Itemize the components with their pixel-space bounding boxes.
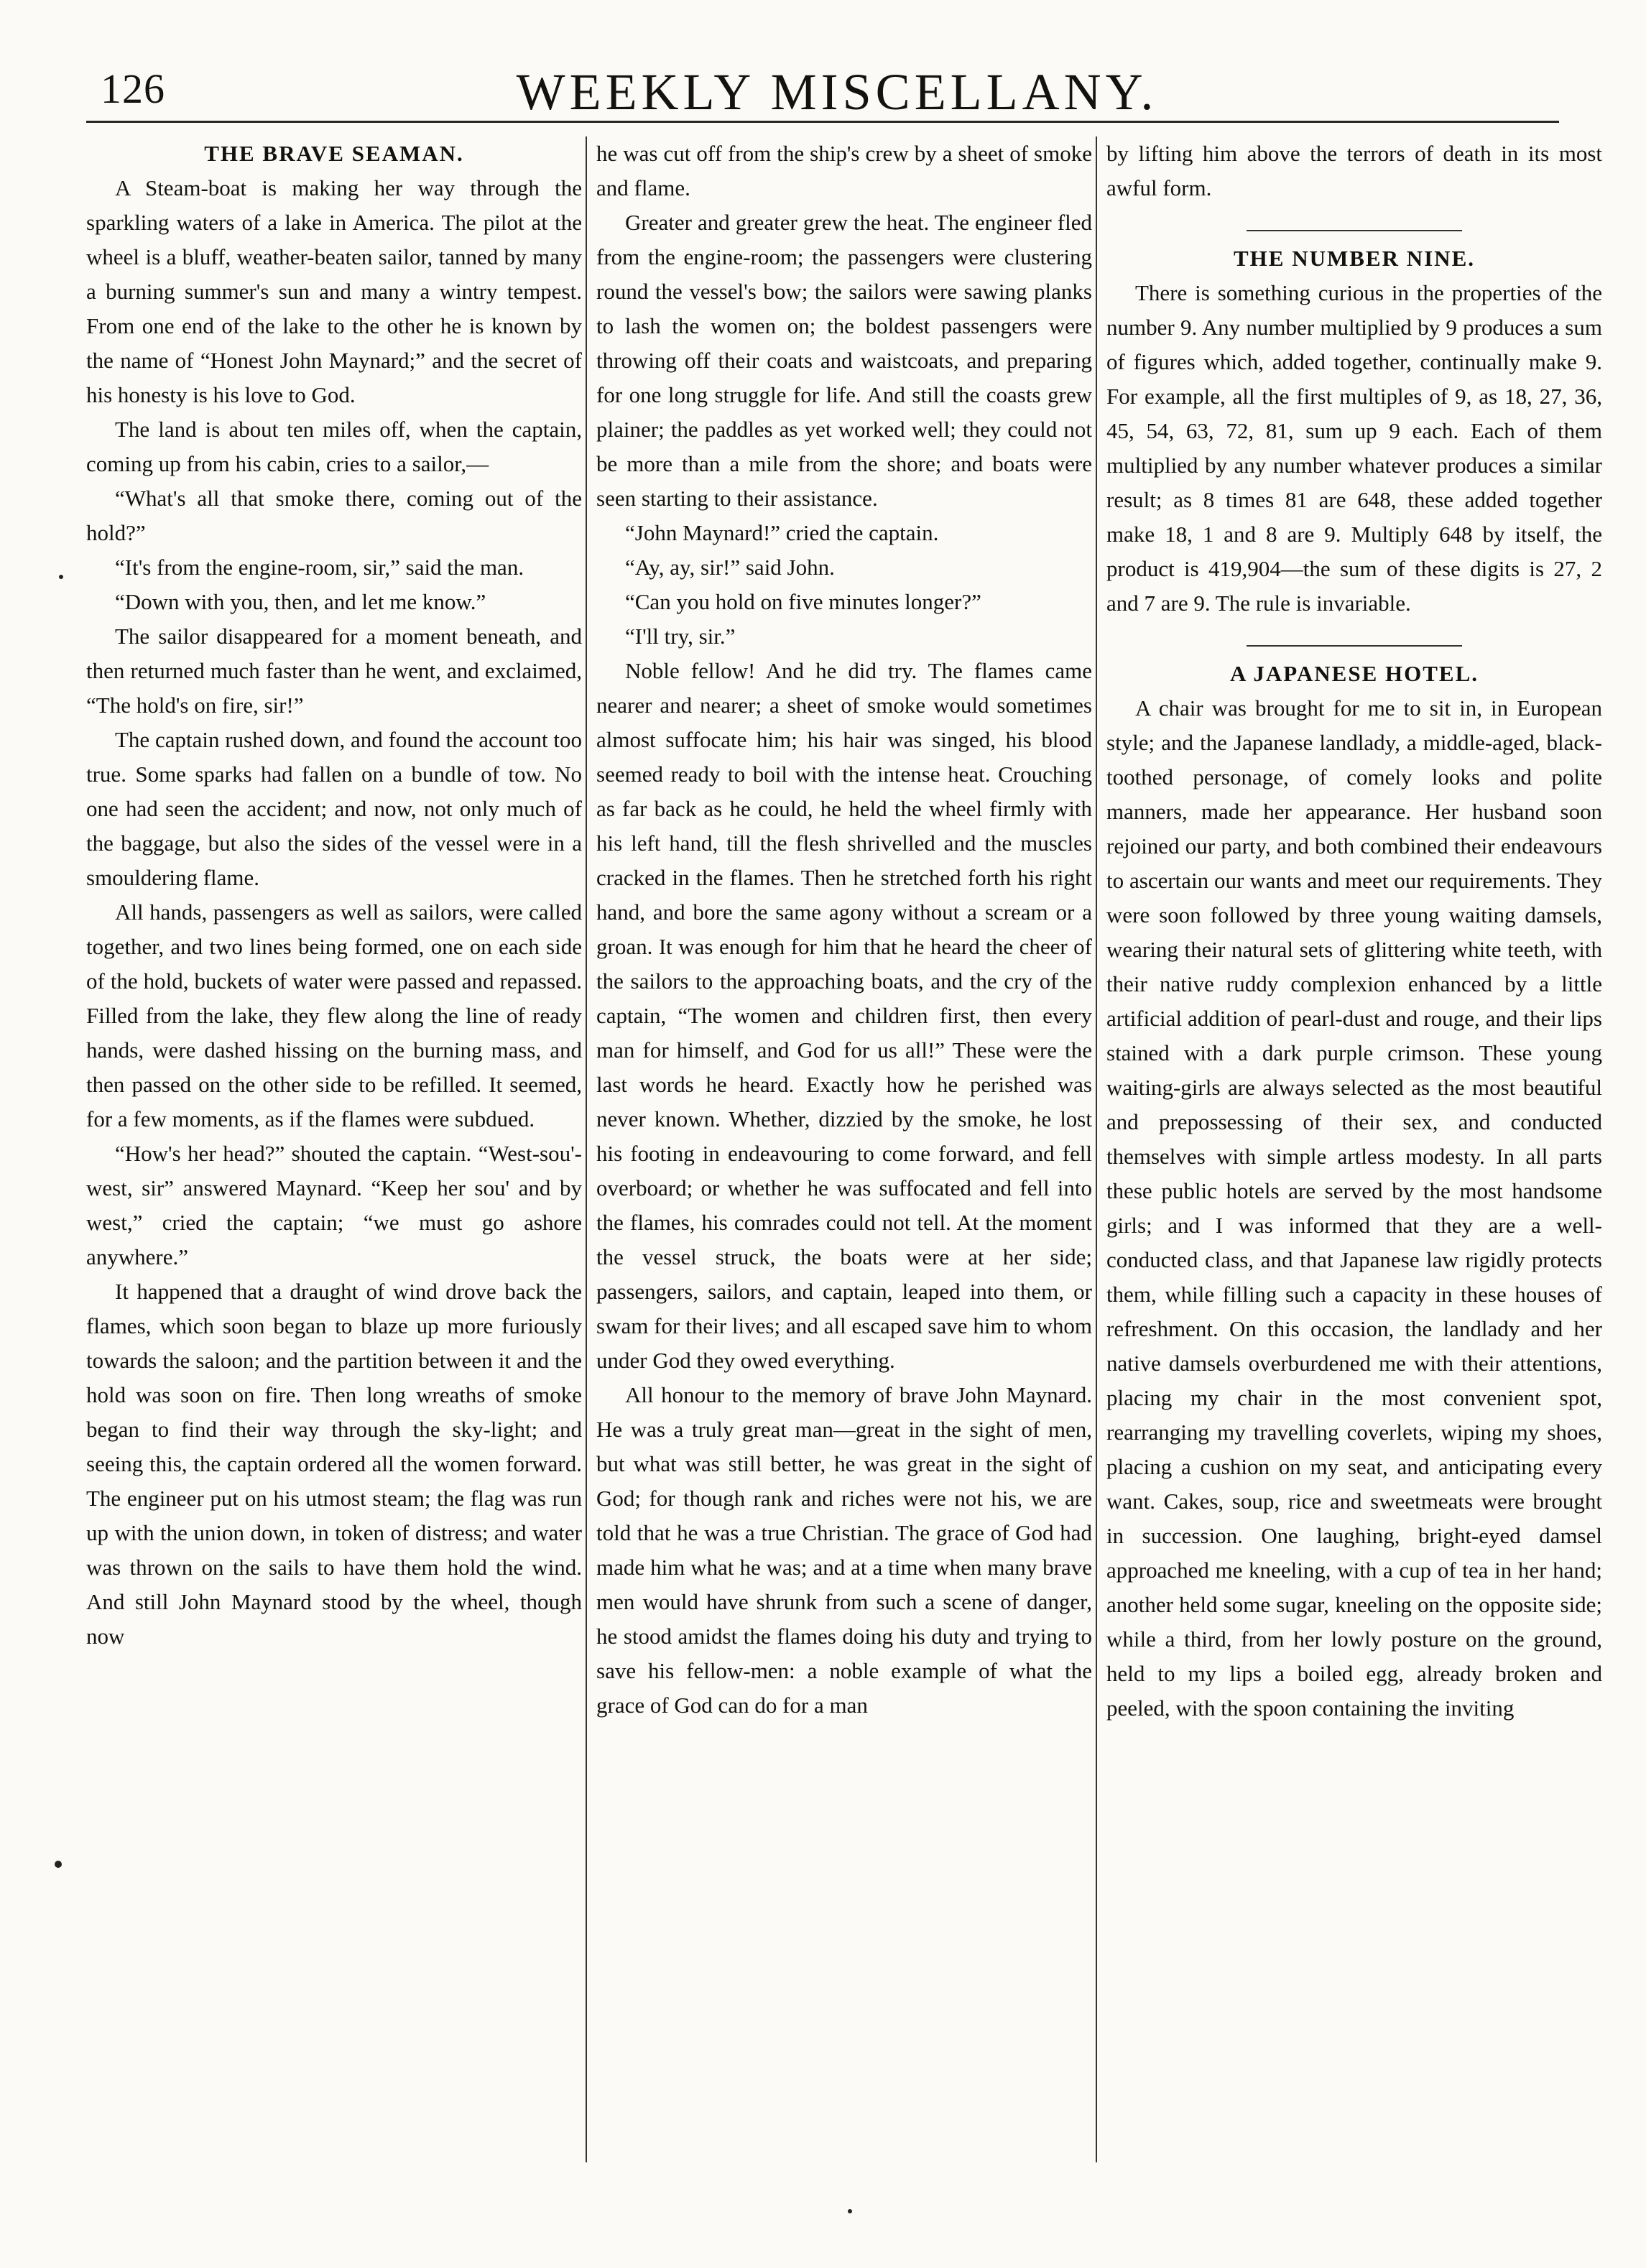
paragraph: “I'll try, sir.” xyxy=(625,624,736,649)
paragraph: “It's from the engine-room, sir,” said the man. xyxy=(115,555,524,580)
paragraph: “What's all that smoke there, coming out of the hold?” xyxy=(86,486,582,545)
page-number: 126 xyxy=(101,65,165,112)
paragraph: Noble fellow! And he did try. The flames came nearer and nearer; a sheet of smoke would sometimes almost suffocate him; his hair was singed, his blood seemed ready to boil with the intense heat. Crouching as far back as he could, he held the wheel firmly with his left hand, till the flesh shrivelled and the muscles cracked in the flames. Then he stretched forth his right hand, and bore the same agony without a scream or a groan. It was enough for him that he heard the cheer of the sailors to the approaching boats, and the cry of the captain, “The women and children first, then every man for himself, and God for us all!” These were the last words he heard. Exactly how he perished was never known. Whether, dizzied by the smoke, he lost his footing in endeavouring to come forward, and fell overboard; or whether he was suffocated and fell into the flames, his comrades could not tell. At the moment the vessel struck, the boats were at her side; passengers, sailors, and captain, leaped into them, or swam for their lives; and all escaped save him to whom under God they owed everything. xyxy=(596,658,1092,1373)
journal-title: WEEKLY MISCELLANY. xyxy=(516,63,1158,121)
column-3 xyxy=(1106,136,1602,2148)
paragraph: by lifting him above the terrors of death in its most awful form. xyxy=(1106,141,1602,200)
column-2 xyxy=(596,136,1092,2148)
paragraph: All honour to the memory of brave John Maynard. He was a truly great man—great in the sight of men, but what was still better, he was great in the sight of God; for though rank and riches were not his, we are told that he was a true Christian. The grace of God had made him what he was; and at a time when many brave men would have shrunk from such a scene of danger, he stood amidst the flames doing his duty and trying to save his fellow-men: a noble example of what the grace of God can do for a man xyxy=(596,1382,1092,1718)
print-speck xyxy=(59,575,63,579)
masthead-rule xyxy=(86,121,1559,123)
print-speck xyxy=(848,2209,852,2213)
column-1 xyxy=(86,136,582,2148)
paragraph: A chair was brought for me to sit in, in European style; and the Japanese landlady, a middle-aged, black-toothed personage, of comely looks and polite manners, made her appearance. Her husband soon rejoined our party, and both combined their endeavours to ascertain our wants and meet our requirements. They were soon followed by three young waiting damsels, wearing their natural sets of glittering white teeth, with their native ruddy complexion enhanced by a little artificial addition of pearl-dust and rouge, and their lips stained with a dark purple crimson. These young waiting-girls are always selected as the most beautiful and prepossessing of their sex, and conducted themselves with simple artless modesty. In all parts these public hotels are served by the most handsome girls; and I was informed that they are a well-conducted class, and that Japanese law rigidly protects them, while filling such a capacity in these houses of refreshment. On this occasion, the landlady and her native damsels overburdened me with their attentions, placing my chair in the most convenient spot, rearranging my travelling coverlets, wiping my shoes, placing a cushion on my seat, and anticipating every want. Cakes, soup, rice and sweetmeats were brought in succession. One laughing, bright-eyed damsel approached me kneeling, with a cup of tea in her hand; another held some sugar, kneeling on the opposite side; while a third, from her lowly posture on the ground, held to my lips a boiled egg, already broken and peeled, with the spoon containing the inviting xyxy=(1106,695,1602,1721)
paragraph: The sailor disappeared for a moment beneath, and then returned much faster than he went, and exclaimed, “The hold's on fire, sir!” xyxy=(86,624,582,718)
paragraph: “Can you hold on five minutes longer?” xyxy=(625,589,981,614)
paragraph: There is something curious in the properties of the number 9. Any number multiplied by 9 produces a sum of figures which, added together, continually make 9. For example, all the first multiples of 9, as 18, 27, 36, 45, 54, 63, 72, 81, sum up 9 each. Each of them multiplied by any number whatever produces a similar result; as 8 times 81 are 648, these added together make 18, 1 and 8 are 9. Multiply 648 by itself, the product is 419,904—the sum of these digits is 27, 2 and 7 are 9. The rule is invariable. xyxy=(1106,280,1602,616)
article-heading-brave-seaman: THE BRAVE SEAMAN. xyxy=(204,141,464,166)
masthead xyxy=(86,63,1559,138)
article-heading-japanese-hotel: A JAPANESE HOTEL. xyxy=(1229,661,1479,686)
paragraph: It happened that a draught of wind drove back the flames, which soon began to blaze up more furiously towards the saloon; and the partition between it and the hold was soon on fire. Then long wreaths of smoke began to find their way through the sky-light; and seeing this, the captain ordered all the women forward. The engineer put on his utmost steam; the flag was run up with the union down, in token of distress; and water was thrown on the sails to have them hold the wind. And still John Maynard stood by the wheel, though now xyxy=(86,1279,582,1649)
paragraph: “Ay, ay, sir!” said John. xyxy=(625,555,835,580)
print-speck xyxy=(55,1861,62,1868)
column-divider xyxy=(1096,136,1097,2162)
section-divider xyxy=(1247,230,1462,231)
paragraph: he was cut off from the ship's crew by a sheet of smoke and flame. xyxy=(596,141,1092,200)
paragraph: The land is about ten miles off, when the captain, coming up from his cabin, cries to a sailor,— xyxy=(86,417,582,476)
paragraph: “Down with you, then, and let me know.” xyxy=(115,589,486,614)
article-heading-number-nine: THE NUMBER NINE. xyxy=(1233,246,1475,271)
section-divider xyxy=(1247,645,1462,647)
paragraph: Greater and greater grew the heat. The engineer fled from the engine-room; the passengers were clustering round the vessel's bow; the sailors were sawing planks to lash the women on; the boldest passengers were throwing off their coats and waistcoats, and preparing for one long struggle for life. And still the coasts grew plainer; the paddles as yet worked well; they could not be more than a mile from the shore; and boats were seen starting to their assistance. xyxy=(596,210,1092,511)
paragraph: “How's her head?” shouted the captain. “West-sou'-west, sir” answered Maynard. “Keep her sou' and by west,” cried the captain; “we must go ashore anywhere.” xyxy=(86,1141,582,1269)
column-divider xyxy=(586,136,587,2162)
paragraph: A Steam-boat is making her way through the sparkling waters of a lake in America. The pilot at the wheel is a bluff, weather-beaten sailor, tanned by many a burning summer's sun and many a wintry tempest. From one end of the lake to the other he is known by the name of “Honest John Maynard;” and the secret of his honesty is his love to God. xyxy=(86,175,582,407)
paragraph: All hands, passengers as well as sailors, were called together, and two lines being formed, one on each side of the hold, buckets of water were passed and repassed. Filled from the lake, they flew along the line of ready hands, were dashed hissing on the burning mass, and then passed on the other side to be refilled. It seemed, for a few moments, as if the flames were subdued. xyxy=(86,899,582,1131)
paragraph: The captain rushed down, and found the account too true. Some sparks had fallen on a bundle of tow. No one had seen the accident; and now, not only much of the baggage, but also the sides of the vessel were in a smouldering flame. xyxy=(86,727,582,890)
paragraph: “John Maynard!” cried the captain. xyxy=(625,520,939,545)
